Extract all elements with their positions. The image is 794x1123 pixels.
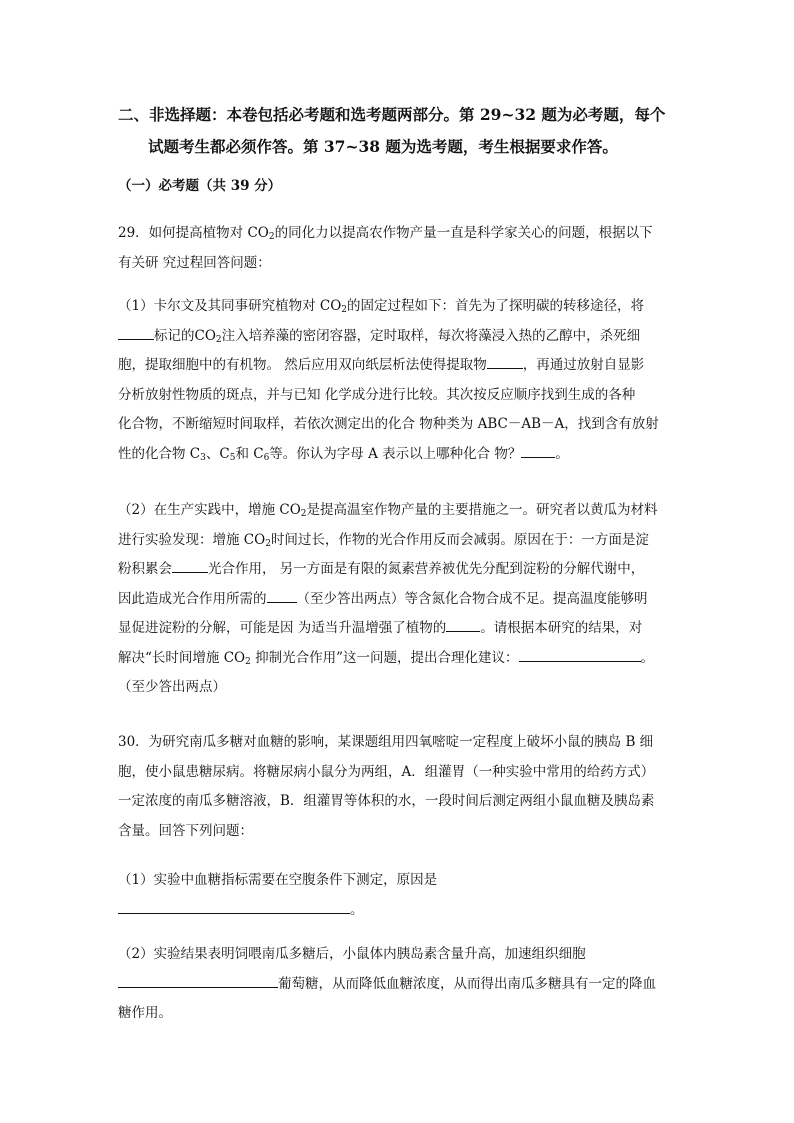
text: 。请根据本研究的结果，对 [480,620,643,636]
q29-p1-line-2 [118,322,678,352]
q29-intro-line-1 [118,219,678,249]
subscript: 2 [245,656,251,667]
answer-blank[interactable] [172,558,208,573]
text: 时间过长，作物的光合作用反而会减弱。原因在于：一方面是淀 [270,531,649,548]
q30-p2-line-2 [118,970,678,1000]
subscript: 6 [263,452,270,463]
q29-p2-line-7: （至少答出两点） [118,679,226,695]
text: 等。你认为字母 A 表示以上哪种化合 物？ [269,445,522,462]
q29-p1-line-1 [118,292,678,322]
subscript: 2 [265,538,271,549]
answer-blank[interactable] [118,899,350,914]
q29-p2-line-4 [118,585,678,615]
text: （2）在生产实践中，增施 CO [118,502,301,518]
q29-p2-line-3 [118,555,678,585]
answer-blank[interactable] [267,588,297,603]
q30-p1-line-2 [118,896,678,926]
q29-p1-line-3 [118,351,678,381]
q29-p2-line-2 [118,526,678,556]
q30-p2-line-1: （2）实验结果表明饲喂南瓜多糖后，小鼠体内胰岛素含量升高，加速组织细胞 [118,946,586,962]
text: 性的化合物 C [118,445,201,462]
text: 光合作用， 另一方面是有限的氮素营养被优先分配到淀粉的分解代谢中， [208,561,645,577]
text: 标记的CO [154,327,216,344]
q29-p2-line-6 [118,644,678,674]
answer-blank[interactable] [446,617,480,632]
question-30-intro [118,728,678,846]
q30-intro-line-2: 胞，使小鼠患糖尿病。将糖尿病小鼠分为两组，A．组灌胃（一种实验中常用的给药方式） [118,763,655,780]
answer-blank[interactable] [519,647,641,662]
text: 是提高温室作物产量的主要措施之一。研究者以黄瓜为材料 [306,502,658,518]
text: 和 C [235,445,264,462]
answer-blank[interactable] [487,354,523,369]
subscript: 3 [200,452,206,463]
text: 、C [205,445,230,462]
text: 的同化力以提高农作物产量一直是科学家关心的问题，根据以下 [274,225,653,241]
question-29-part-1 [118,292,678,469]
q29-intro-line-2: 有关研 究过程回答问题： [118,254,271,271]
section-heading-line-2: 试题考生都必须作答。第 37~38 题为选考题，考生根据要求作答。 [148,137,618,156]
question-29-intro [118,219,678,278]
q30-intro-line-1: 30．为研究南瓜多糖对血糖的影响，某课题组用四氧嘧啶一定程度上破坏小鼠的胰岛 B 细 [118,734,654,750]
text: 因此造成光合作用所需的 [118,590,267,607]
text: 。 [350,901,364,918]
q29-p1-line-6 [118,440,678,470]
text: 进行实验发现：增施 CO [118,531,266,548]
q30-p1-line-1: （1）实验中血糖指标需要在空腹条件下测定，原因是 [118,872,438,888]
required-questions-subhead: （一）必考题（共 39 分） [118,178,282,194]
text: 。 [555,445,569,462]
text: 注入培养藻的密闭容器，定时取样，每次将藻浸入热的乙醇中，杀死细 [221,327,641,344]
text: 29．如何提高植物对 CO [118,225,269,241]
answer-blank[interactable] [118,973,278,988]
q29-p2-line-1 [118,496,678,526]
section-heading-line-1: 二、非选择题：本卷包括必考题和选考题两部分。第 29~32 题为必考题，每个 [118,105,666,124]
subscript: 2 [341,305,348,315]
subscript: 2 [300,509,307,519]
subscript: 5 [229,452,236,463]
q30-intro-line-4: 含量。回答下列问题： [118,822,253,839]
q30-p2-line-3: 糖作用。 [118,1005,172,1021]
text: （1）卡尔文及其同事研究植物对 CO [118,298,342,314]
text: 葡萄糖，从而降低血糖浓度，从而得出南瓜多糖具有一定的降血 [278,975,656,992]
question-29-part-2 [118,496,678,703]
subscript: 2 [268,232,275,242]
subscript: 2 [215,334,222,345]
text: 的固定过程如下：首先为了探明碳的转移途径，将 [347,298,645,314]
text: ，再通过放射自显影 [522,357,645,373]
text: （至少答出两点）等含氮化合物合成不足。提高温度能够明 [296,590,648,607]
section-heading [118,99,688,163]
question-30-part-2 [118,940,678,1029]
text: 。 [640,649,655,666]
q29-p1-line-5: 化合物，不断缩短时间取样，若依次测定出的化合 物种类为 ABC－AB－A，找到含有放射 [118,416,659,432]
q29-p1-line-4: 分析放射性物质的斑点，并与已知 化学成分进行比较。其次按反应顺序找到生成的各种 [118,386,636,403]
text: 胞，提取细胞中的有机物。 然后应用双向纸层析法使得提取物 [118,357,487,373]
text: 解决“长时间增施 CO [118,649,246,666]
question-30-part-1 [118,866,678,925]
q30-intro-line-3: 一定浓度的南瓜多糖溶液，B．组灌胃等体积的水，一段时间后测定两组小鼠血糖及胰岛素 [118,793,655,809]
text: 粉积累会 [118,561,172,577]
q29-p2-line-5 [118,614,678,644]
answer-blank[interactable] [521,443,555,458]
answer-blank[interactable] [118,325,154,340]
text: 显促进淀粉的分解，可能是因 为适当升温增强了植物的 [118,620,447,636]
text: 抑制光合作用”这一问题，提出合理化建议： [250,649,519,666]
